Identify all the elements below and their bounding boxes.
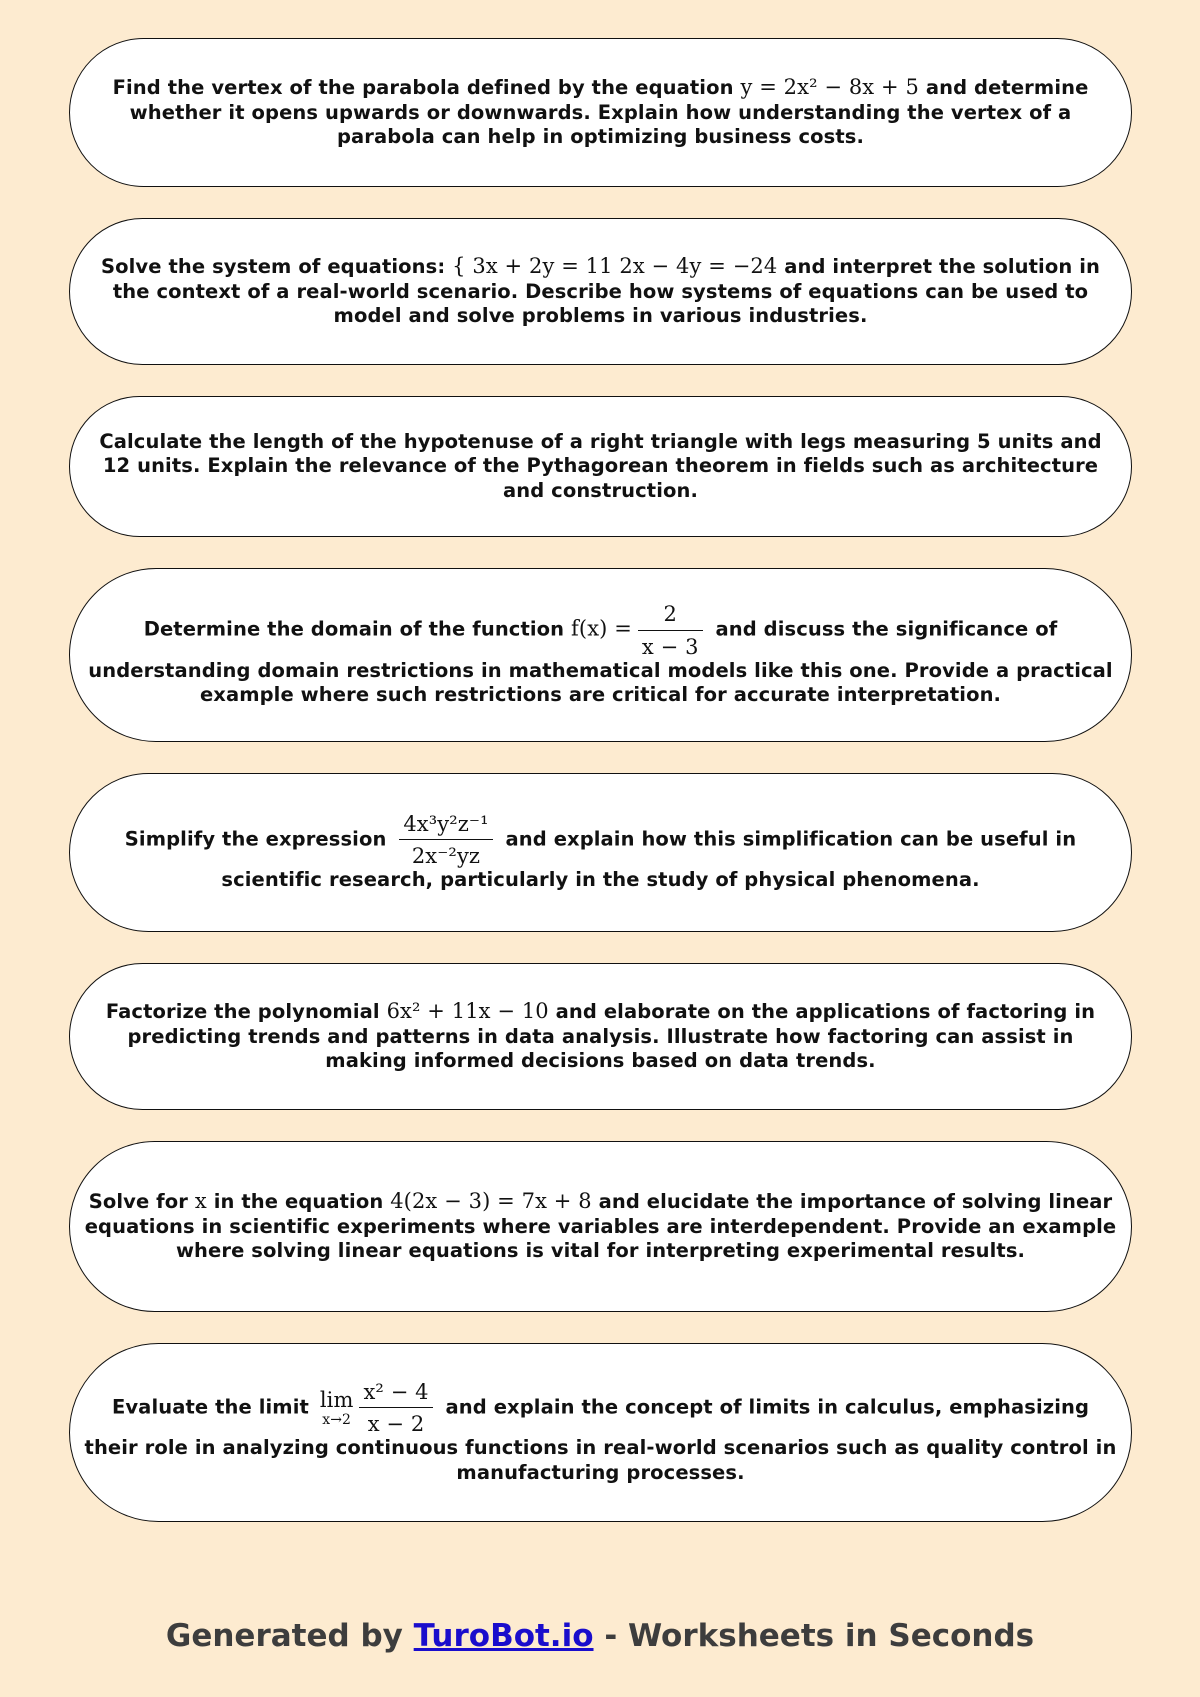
question-text-full: Calculate the length of the hypotenuse of a right triangle with legs measuring 5 units and 12 units. Explain the relevance of the Pythagorean theorem in fields such as architecture and construction. xyxy=(99,429,1102,502)
limit-operator xyxy=(319,1387,354,1428)
question-text xyxy=(84,1380,1117,1485)
equation: 4(2x − 3) = 7x + 8 xyxy=(390,1189,592,1214)
question-text xyxy=(84,602,1117,707)
question-text xyxy=(84,1189,1117,1264)
limit-subscript: x→2 xyxy=(322,1411,352,1428)
fraction-denominator: 2x⁻²yz xyxy=(411,844,481,869)
fraction xyxy=(399,812,492,868)
fraction-numerator: 2 xyxy=(638,602,703,630)
question-text-before: Evaluate the limit xyxy=(111,1395,309,1419)
question-card xyxy=(69,396,1132,537)
question-text xyxy=(84,254,1117,329)
turobot-link[interactable]: TuroBot.io xyxy=(413,1618,594,1654)
question-list xyxy=(69,38,1132,1553)
function-lhs: f(x) = xyxy=(571,617,632,641)
question-text-before: Determine the domain of the function xyxy=(143,618,565,641)
variable: x xyxy=(194,1189,207,1214)
fraction-denominator: x − 3 xyxy=(641,634,699,659)
fraction-numerator: x² − 4 xyxy=(359,1380,432,1408)
question-card xyxy=(69,963,1132,1110)
question-text xyxy=(84,812,1117,893)
question-text-after: and elucidate the importance of solving linear equations in scientific experiments where variables are interdependent. Provide an example where solving linear equations is vital for interpreting experimental results. xyxy=(84,1190,1117,1263)
footer xyxy=(0,1618,1200,1654)
question-text-after: and explain how this simplification can be useful in scientific research, particularly in the study of physical phenomena. xyxy=(221,827,1077,892)
question-card xyxy=(69,568,1132,742)
question-card xyxy=(69,38,1132,187)
question-text-after: and determine whether it opens upwards or downwards. Explain how understanding the vertex of a parabola can help in optimizing business costs. xyxy=(129,76,1089,149)
fraction xyxy=(359,1380,432,1436)
fraction-denominator: x − 2 xyxy=(367,1412,425,1436)
question-card xyxy=(69,1343,1132,1522)
question-text xyxy=(84,999,1117,1074)
equation-system: { 3x + 2y = 11 2x − 4y = −24 xyxy=(452,254,778,279)
footer-suffix: - Worksheets in Seconds xyxy=(604,1618,1035,1654)
question-text-before: Simplify the expression xyxy=(124,827,387,851)
question-text-after: and explain the concept of limits in calculus, emphasizing their role in analyzing continuous functions in real-world scenarios such as quality control in manufacturing processes. xyxy=(84,1395,1117,1484)
question-text xyxy=(84,430,1117,504)
question-text xyxy=(84,75,1117,150)
question-text-before: Factorize the polynomial xyxy=(105,1000,380,1024)
footer-prefix: Generated by xyxy=(165,1618,403,1654)
question-text-before: Find the vertex of the parabola defined by the equation xyxy=(112,76,734,100)
question-card xyxy=(69,773,1132,932)
question-text-middle: in the equation xyxy=(213,1190,384,1214)
question-text-before: Solve the system of equations: xyxy=(101,255,446,279)
fraction xyxy=(638,602,703,658)
question-card xyxy=(69,218,1132,365)
question-text-before: Solve for xyxy=(88,1190,188,1214)
question-text-after: and elaborate on the applications of factoring in predicting trends and patterns in data analysis. Illustrate how factoring can assist in making informed decisions based on data trends. xyxy=(127,1000,1096,1073)
polynomial: 6x² + 11x − 10 xyxy=(386,999,549,1024)
question-card xyxy=(69,1141,1132,1312)
question-text-after: and interpret the solution in the context of a real-world scenario. Describe how systems of equations can be used to model and solve problems in various industries. xyxy=(112,255,1100,328)
question-text-after: and discuss the significance of understanding domain restrictions in mathematical models like this one. Provide a practical example where such restrictions are critical for accurate interpretation. xyxy=(88,618,1113,707)
fraction-numerator: 4x³y²z⁻¹ xyxy=(399,812,492,840)
limit-label: lim xyxy=(319,1387,354,1412)
equation: y = 2x² − 8x + 5 xyxy=(740,75,919,100)
